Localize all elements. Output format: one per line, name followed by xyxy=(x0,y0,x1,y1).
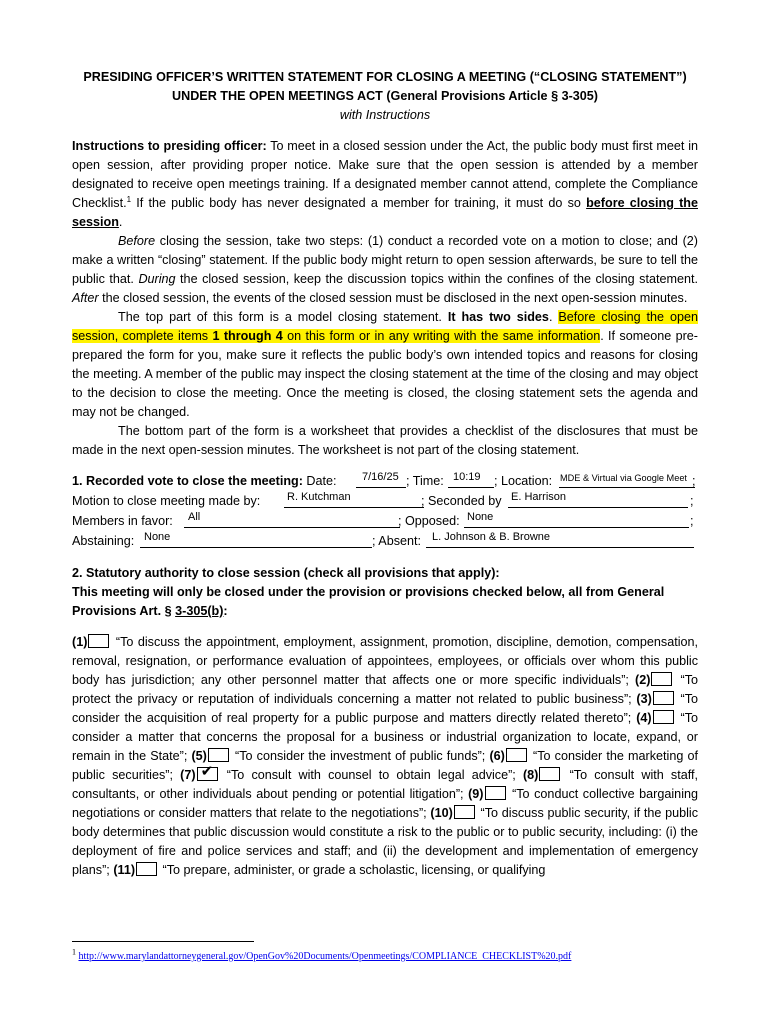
provision-6-checkbox[interactable] xyxy=(506,748,527,762)
provision-9-checkbox[interactable] xyxy=(485,786,506,800)
opposed-field[interactable]: None xyxy=(464,512,689,528)
provision-8-checkbox[interactable] xyxy=(539,767,560,781)
date-field[interactable]: 7/16/25 xyxy=(356,472,406,488)
subtitle: with Instructions xyxy=(339,108,431,122)
motion-by-field[interactable]: R. Kutchman xyxy=(284,492,424,508)
abstaining-field[interactable]: None xyxy=(140,532,372,548)
provision-3-checkbox[interactable] xyxy=(653,691,674,705)
seconded-by-field[interactable]: E. Harrison xyxy=(508,492,688,508)
instructions-label: Instructions to presiding officer: xyxy=(72,139,267,153)
provision-10-checkbox[interactable] xyxy=(454,805,475,819)
footnote: $^1$ http://www.marylandattorneygeneral.gov/OpenGov%20Documents/Openmeetings/COMPLIANCE_CHECKLIST%20.pdf xyxy=(72,947,572,962)
footnote-divider xyxy=(72,941,254,942)
favor-row: Members in favor: All ; Opposed: None ; xyxy=(72,511,694,528)
footnote-ref: 1 xyxy=(126,194,132,204)
abstaining-row: Abstaining: None ; Absent: L. Johnson & B. Browne xyxy=(72,532,698,552)
section2-subheading: This meeting will only be closed under the provision or provisions checked below, all from General Provisions Art. § 3-305(b): xyxy=(72,585,665,618)
title-line-1: PRESIDING OFFICER’S WRITTEN STATEMENT FOR CLOSING A MEETING (“CLOSING STATEMENT”) xyxy=(83,70,687,84)
instructions-paragraph-2: Before closing the session, take two steps: (1) conduct a recorded vote on a motion to close; and (2) make a written “closing” statement. If the public body might return to open session afterwards, be sure to tell the public that. During the closed session, keep the discussion topics within the confines of the closing statement. After the closed session, the events of the closed session must be disclosed in the next open-session minutes. xyxy=(72,234,698,305)
provisions-list: (1) “To discuss the appointment, employment, assignment, promotion, discipline, demotion, compensation, removal, resignation, or performance evaluation of appointees, employees, or officials over whom this public body has jurisdiction; any other personnel matter that affects one or more specific individuals”; (2) “To protect the privacy or reputation of individuals concerning a matter not related to public business”; (3) “To consider the acquisition of real property for a public purpose and matters directly related thereto”; (4) “To consider a matter that concerns the proposal for a business or industrial organization to locate, expand, or remain in the State”; (5) “To consider the investment of public funds”; (6) “To consider the marketing of public securities”; (7)✔ “To consult with counsel to obtain legal advice”; (8) “To consult with staff, consultants, or other individuals about pending or potential litigation”; (9) “To conduct collective bargaining negotiations or consider matters that relate to the negotiations”; (10) “To discuss public security, if the public body determines that public discussion would constitute a risk to the public or to public security, including: (i) the deployment of fire and police services and staff; and (ii) the development and implementation of emergency plans”; (11) “To prepare, administer, or grade a scholastic, licensing, or qualifying xyxy=(72,633,698,880)
title-line-2: UNDER THE OPEN MEETINGS ACT (General Provisions Article § 3-305) xyxy=(172,89,598,103)
compliance-checklist-link[interactable]: http://www.marylandattorneygeneral.gov/OpenGov%20Documents/Openmeetings/COMPLIANCE_CHECKLIST%20.pdf xyxy=(78,951,572,962)
instructions-paragraph-4: The bottom part of the form is a worksheet that provides a checklist of the disclosures that must be made in the next open-session minutes. The worksheet is not part of the closing statement. xyxy=(72,424,698,457)
emphasis-before-closing: before closing the session xyxy=(72,196,698,229)
instructions-paragraph-1: Instructions to presiding officer: To meet in a closed session under the Act, the public body must first meet in open session, after providing proper notice. Make sure that the open session is attended by a member designated to receive open meetings training. If a designated member cannot attend, complete the Compliance Checklist.$^1$ If the public body has never designated a member for training, it must do so before closing the session. xyxy=(72,139,698,229)
provision-11-checkbox[interactable] xyxy=(136,862,157,876)
highlighted-instruction: Before closing the open session, complete items 1 through 4 on this form or in any writing with the same information xyxy=(72,310,699,343)
provision-2-checkbox[interactable] xyxy=(651,672,672,686)
section1-heading: 1. Recorded vote to close the meeting: xyxy=(72,474,303,488)
location-field[interactable]: MDE & Virtual via Google Meet xyxy=(559,472,695,488)
members-in-favor-field[interactable]: All xyxy=(184,512,400,528)
provision-5-checkbox[interactable] xyxy=(208,748,229,762)
provision-4-checkbox[interactable] xyxy=(653,710,674,724)
section2-heading: 2. Statutory authority to close session (check all provisions that apply): xyxy=(72,566,500,580)
provision-1-checkbox[interactable] xyxy=(88,634,109,648)
instructions-paragraph-3: The top part of this form is a model closing statement. It has two sides. Before closing the open session, complete items 1 through 4 on this form or in any writing with the same information. If someone pre-prepared the form for you, make sure it reflects the public body’s own intended topics and reasons for closing the meeting. A member of the public may inspect the closing statement at the time of the closing and may object to the decision to close the meeting. Once the meeting is closed, the closing statement sets the agenda and may not be changed. xyxy=(72,310,699,419)
time-field[interactable]: 10:19 xyxy=(448,472,494,488)
absent-field[interactable]: L. Johnson & B. Browne xyxy=(426,532,694,548)
closing-statement-page xyxy=(72,68,698,880)
motion-row: Motion to close meeting made by: R. Kutchman ; Seconded by E. Harrison ; xyxy=(72,491,694,508)
vote-row: 1. Recorded vote to close the meeting: Date: 7/16/25 ; Time: 10:19 ; Location: MDE & Virtual via Google Meet ; xyxy=(72,471,696,488)
provision-7-checkbox-checked[interactable] xyxy=(197,767,218,781)
